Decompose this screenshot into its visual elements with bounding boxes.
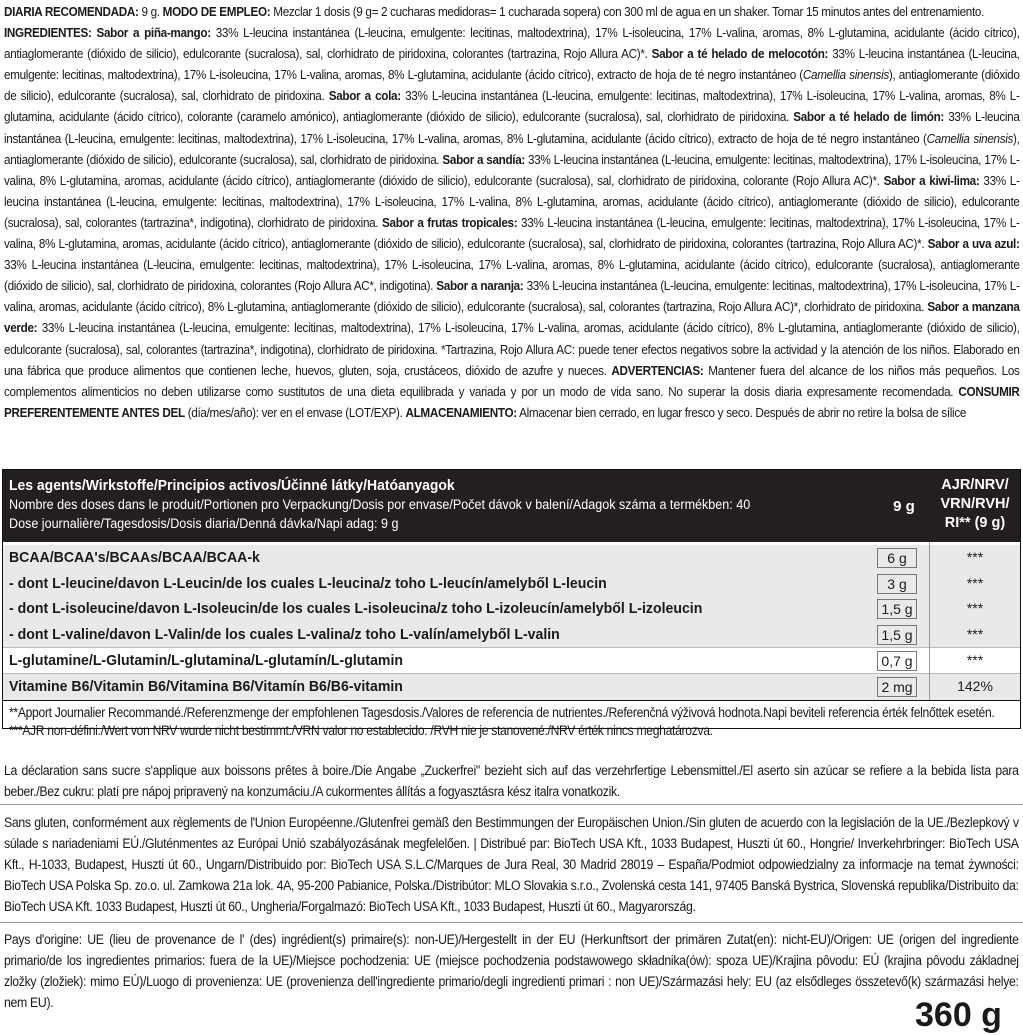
flavor-latin-name: Camellia sinensis: [802, 68, 889, 83]
flavor-text: 33% L-leucina instantánea (L-leucina, emulgente: lecitinas, maltodextrina), 17% L-isoleucina, 17% L-valina, aromas, acidulante (ácido cítrico), 8% L-glutamina, antiaglomerante (dióxido de silicio), edulcorante (sucralosa), sal, colorantes (tartrazina, Rojo Allura AC)*, clorhidrato de piridoxina.: [4, 279, 1020, 315]
flavor-label: Sabor a piña-mango:: [96, 26, 211, 41]
table-header-text: [9, 476, 809, 533]
best-before-label: CONSUMIR PREFERENTEMENTE ANTES DEL: [4, 384, 1020, 420]
nutrient-name: - dont L-isoleucine/davon L-Isoleucin/de los cuales L-isoleucina/z toho L-izoleucín/amelyből L-izoleucin: [9, 600, 703, 617]
table-title: Les agents/Wirkstoffe/Principios activos/Účinné látky/Hatóanyagok: [9, 477, 455, 494]
ingredients-text-block: [4, 2, 1020, 424]
nutrient-ri: ***: [966, 600, 984, 616]
gluten-free-text: Sans gluten, conformément aux règlements de l'Union Européenne./Glutenfrei gemäß den Bestimmungen der Europäischen Union./Sin gluten de acuerdo con la legislación de la UE./Bezlepkový v súlade s nariadeniami EÚ./Gluténmentes az Európai Unió szabályozásának megfelelően. | Distribué par: BioTech USA Kft., 1033 Budapest, Huszti út 60., Hongrie/ Inverkehrbringer: BioTech USA Kft., H-1033, Budapest, Huszti út 60., Ungarn/Distribuido por: BioTech USA S.L.C/Marques de Jura Real, 30 Madrid 28019 – España/Podmiot odpowiedzialny za informacje na temat żywności: BioTech USA Polska Sp. zo.o. ul. Zamkowa 21a lok. 4A, 95-200 Pabianice, Polska./Distribútor: MLO Slovakia s.r.o., Zvolenská cesta 141, 97405 Banská Bystrica, Slovenská republika/Distribuito da: BioTech USA Kft. 1033 Budapest, Huszti út 60., Ungheria/Forgalmazó: BioTech USA Kft., 1033 Budapest, Huszti út 60., Magyarország.: [4, 815, 1019, 914]
nutrient-ri: ***: [966, 549, 984, 565]
best-before-text: (día/mes/año): ver en el envase (LOT/EXP).: [184, 405, 406, 420]
table-row: [3, 622, 1020, 648]
serving-column-header: 9 g: [893, 498, 915, 515]
table-row: [3, 545, 1020, 571]
origin-statement: [4, 929, 1020, 1013]
flavor-text: 33% L-leucina instantánea (L-leucina, emulgente: lecitinas, maltodextrina), 17% L-isoleucina, 17% L-valina, aromas, 8% L-glutamina, acidulante (ácido cítrico), colorante (caramelo amónico), antiaglomerante (dióxido de silicio), edulcorante (sucralosa), sal, clorhidrato de piridoxina.: [4, 89, 1020, 125]
net-weight: 360 g: [915, 996, 1002, 1034]
flavor-label: Sabor a frutas tropicales:: [382, 215, 518, 230]
nutrient-name: L-glutamine/L-Glutamin/L-glutamina/L-glutamín/L-glutamin: [9, 652, 403, 669]
flavor-text: 33% L-leucina instantánea (L-leucina, emulgente: lecitinas, maltodextrina), 17% L-isoleucina, 17% L-valina, 8% L-glutamina, aromas, acidulante (ácido cítrico), antiaglomerante (dióxido de silicio), edulcorante (sucralosa), sal, clorhidrato de piridoxina, colorante (Rojo Allura AC)*.: [4, 152, 1020, 188]
storage-label: ALMACENAMIENTO:: [405, 405, 517, 420]
nutrient-amount: 3 g: [877, 574, 917, 594]
origin-text: Pays d'origine: UE (lieu de provenance de l' (des) ingrédient(s) primaire(s): non-UE)/Hergestellt in der EU (Herkunftsort der primären Zutat(en): nicht-EU)/Origen: UE (origen del ingrediente primario/de los ingredientes primarios: fuera de la UE)/Miejsce pochodzenia: UE (miejsce pochodzenia podstawowego składnika(ów): spoza UE)/Krajina pôvodu: EÚ (krajina pôvodu základnej zložky (zložiek): mimo EÚ)/Luogo di provenienza: UE (provenienza dell'ingrediente primario/degli ingredienti primari : non UE)/Származási hely: EU (az elsődleges összetevő(k) származási helye: nem EU).: [4, 932, 1019, 1010]
table-row: [3, 596, 1020, 622]
gluten-free-distributor: [4, 812, 1020, 917]
flavor-label: Sabor a naranja:: [436, 279, 524, 294]
table-row: [3, 571, 1020, 597]
table-row: [3, 648, 1020, 674]
ingredients-label: INGREDIENTES:: [4, 26, 92, 41]
flavor-label: Sabor a manzana verde:: [4, 300, 1020, 336]
flavor-text: ), antiaglomerante (dióxido de silicio), edulcorante (sucralosa), sal, clorhidrato de piridoxina.: [4, 68, 1020, 104]
nutrient-amount: 1,5 g: [877, 599, 917, 619]
tartrazine-note: *Tartrazina, Rojo Allura AC: puede tener efectos negativos sobre la actividad y la atención de los niños. Elaborado en una fábrica que produce alimentos que contienen leche, huevos, gluten, soja, crustáceos, dióxido de azufre y nueces.: [4, 342, 1020, 378]
column-divider: [929, 542, 930, 701]
table-row: [3, 674, 1020, 700]
section-separator: [0, 922, 1023, 923]
dose-value: 9 g.: [138, 5, 163, 19]
flavor-text: 33% L-leucina instantánea (L-leucina, emulgente: lecitinas, maltodextrina), 17% L-isoleucina, 17% L-valina, 8% L-glutamina, aromas, acidulante (ácido cítrico), antiaglomerante (dióxido de silicio), edulcorante (sucralosa), sal, clorhidrato de piridoxina, colorantes (tartrazina, Rojo Allura AC)*.: [4, 215, 1020, 252]
nutrient-amount: 6 g: [877, 548, 917, 568]
warnings-label: ADVERTENCIAS:: [611, 363, 704, 378]
usage-text: Mezclar 1 dosis (9 g= 2 cucharas medidoras= 1 cucharada sopera) con 300 ml de agua en un shaker. Tomar 15 minutos antes del entrenamiento.: [270, 5, 985, 19]
nutrient-name: BCAA/BCAA's/BCAAs/BCAA/BCAA-k: [9, 549, 260, 566]
nutrient-name: - dont L-valine/davon L-Valin/de los cuales L-valina/z toho L-valín/amelyből L-valin: [9, 625, 560, 643]
ri-column-header: AJR/NRV/ VRN/RVH/ RI** (9 g): [940, 477, 1010, 531]
flavor-label: Sabor a té helado de melocotón:: [651, 47, 829, 62]
flavor-label: Sabor a cola:: [328, 89, 401, 104]
sugar-free-text: La déclaration sans sucre s'applique aux boissons prêtes à boire./Die Angabe „Zuckerfrei" bezieht sich auf das verzehrfertige Lebensmittel./El aserto sin azúcar se refiere a la bebida lista para beber./Bez cukru: platí pre nápoj pripravený na konzumáciu./A cukormentes állítás a fogyasztásra kész italra vonatkozik.: [4, 763, 1019, 799]
flavor-text: 33% L-leucina instantánea (L-leucina, emulgente: lecitinas, maltodextrina), 17% L-isoleucina, 17% L-valina, 8% L-glutamina, aromas, acidulante (ácido cítrico), antiaglomerante (dióxido de silicio), edulcorante (sucralosa), sal, colorantes (tartrazina*, indigotina), clorhidrato de piridoxina.: [4, 173, 1020, 230]
nutrient-name: Vitamine B6/Vitamin B6/Vitamina B6/Vitamín B6/B6-vitamin: [9, 678, 403, 695]
row-divider: [3, 647, 1020, 648]
usage-label: MODO DE EMPLEO:: [162, 5, 271, 19]
nutrient-amount: 1,5 g: [877, 625, 917, 645]
flavor-text: ), antiaglomerante (dióxido de silicio), edulcorante (sucralosa), sal, clorhidrato de piridoxina.: [4, 131, 1020, 167]
sugar-free-statement: [4, 760, 1020, 802]
nutrient-name: - dont L-leucine/davon L-Leucin/de los cuales L-leucina/z toho L-leucín/amelyből L-leucin: [9, 574, 607, 592]
flavor-label: Sabor a uva azul:: [927, 237, 1020, 252]
servings-per-container: Nombre des doses dans le produit/Portionen pro Verpackung/Dosis por envase/Počet dávok v balení/Adagok száma a termékben: 40: [9, 497, 751, 512]
nutrient-ri: 142%: [957, 678, 993, 694]
nutrient-ri: ***: [966, 625, 984, 642]
footnote-text: **Apport Journalier Recommandé./Referenzmenge der empfohlenen Tagesdosis./Valores de referencia de nutrientes./Referenčná výživová hodnota.Napi beviteli referencia érték felnőttek esetén. ***AJR non-défini./Wert von NRV wurde nicht bestimmt./VRN valor no establecido. /RVH nie je stanovené./NRV érték nincs meghatározva.: [9, 705, 995, 738]
nutrient-ri: ***: [966, 574, 984, 591]
nutrient-ri: ***: [966, 652, 984, 668]
flavor-text: 33% L-leucina instantánea (L-leucina, emulgente: lecitinas, maltodextrina), 17% L-isoleucina, 17% L-valina, aromas, 8% L-glutamina, acidulante (ácido cítrico), extracto de hoja de té negro instantáneo (: [4, 110, 1020, 146]
table-footnote: [3, 700, 1020, 738]
flavor-label: Sabor a sandía:: [442, 152, 526, 167]
nutrition-table: [2, 469, 1021, 738]
warnings-text: Mantener fuera del alcance de los niños más pequeños. Los complementos alimenticios no deben utilizarse como sustitutos de una dieta equilibrada y variada y por un modo de vida sano. No superar la dosis diaria expresamente recomendada.: [4, 363, 1020, 399]
daily-dose: Dose journalière/Tagesdosis/Dosis diaria/Denná dávka/Napi adag: 9 g: [9, 516, 399, 531]
section-separator: [0, 804, 1023, 805]
flavor-latin-name: Camellia sinensis: [926, 131, 1014, 146]
flavor-label: Sabor a kiwi-lima:: [883, 173, 980, 188]
flavor-text: 33% L-leucina instantánea (L-leucina, emulgente: lecitinas, maltodextrina), 17% L-isoleucina, 17% L-valina, aromas, 8% L-glutamina, acidulante (ácido cítrico), edulcorante (sucralosa), antiaglomerante (dióxido de silicio), sal, clorhidrato de piridoxina, colorantes (Rojo Allura AC*, indigotina).: [4, 258, 1020, 294]
flavor-text: 33% L-leucina instantánea (L-leucina, emulgente: lecitinas, maltodextrina), 17% L-isoleucina, 17% L-valina, aromas, acidulante (ácido cítrico), 8% L-glutamina, antiaglomerante (dióxido de silicio), edulcorante (sucralosa), sal, colorantes (tartrazina*, indigotina), clorhidrato de piridoxina.: [4, 321, 1020, 357]
row-divider: [3, 673, 1020, 674]
dose-label: DIARIA RECOMENDADA:: [4, 5, 139, 19]
flavor-label: Sabor a té helado de limón:: [793, 110, 944, 125]
flavor-text: 33% L-leucina instantánea (L-leucina, emulgente: lecitinas, maltodextrina), 17% L-isoleucina, 17% L-valina, aromas, 8% L-glutamina, acidulante (ácido cítrico), antiaglomerante (dióxido de silicio), edulcorante (sucralosa), sal, clorhidrato de piridoxina, colorantes (tartrazina, Rojo Allura AC)*.: [4, 26, 1020, 62]
nutrient-amount: 2 mg: [877, 677, 917, 697]
storage-text: Almacenar bien cerrado, en lugar fresco y seco. Después de abrir no retire la bolsa de sílice: [516, 405, 967, 420]
flavor-text: 33% L-leucina instantánea (L-leucina, emulgente: lecitinas, maltodextrina), 17% L-isoleucina, 17% L-valina, aromas, 8% L-glutamina, acidulante (ácido cítrico), extracto de hoja de té negro instantáneo (: [4, 47, 1020, 83]
nutrient-amount: 0,7 g: [877, 651, 917, 671]
table-header: [3, 470, 1020, 542]
